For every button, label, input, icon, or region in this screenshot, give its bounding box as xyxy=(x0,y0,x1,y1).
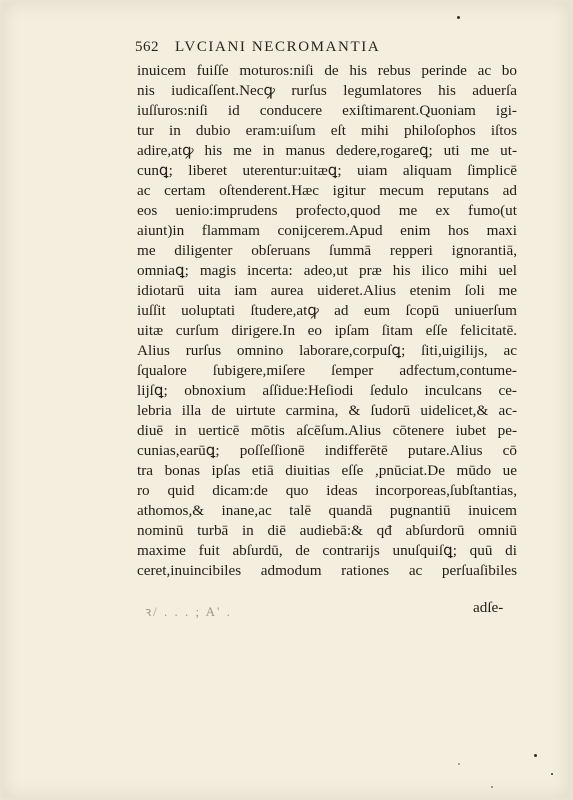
ink-speck xyxy=(458,763,460,765)
text-line: idiotarū uita iam aurea uideret.Alius etenim ſoli me xyxy=(137,282,517,299)
ink-speck xyxy=(534,754,537,757)
ink-speck xyxy=(457,16,460,19)
text-line: cunꝗ; liberet uterentur:uitæꝗ; uiam aliquam ſimplicē xyxy=(137,162,517,179)
page-number: 562 xyxy=(135,39,159,55)
text-line: athomos,& inane,ac talē quandā pugnantiū inuicem xyxy=(137,502,517,519)
text-line: ſqualore ſubigere,miſere ſemper adfectum,contume- xyxy=(137,362,517,379)
text-line: eos uenio:imprudens profecto,quod me ex fumo(ut xyxy=(137,202,517,219)
text-line: tur in dubio eram:uiſum eſt mihi philoſophos iſtos xyxy=(137,122,517,139)
bleed-through-text: ꝛ/ . . . ; A' . xyxy=(145,604,232,619)
text-line: diuē in uerticē mōtis aſcēſum.Alius cōtenere iubet pe- xyxy=(137,422,517,439)
text-line: omniaꝗ; magis incerta: adeo,ut præ his ilico mihi uel xyxy=(137,262,517,279)
text-line: aiunt)in flammam conijcerem.Apud enim hos maxi xyxy=(137,222,517,239)
text-line: cunias,earūꝗ; poſſeſſionē indifferētē putare.Alius cō xyxy=(137,442,517,459)
text-line: nominū turbā in diē audiebā:& qđ abſurdorū omniū xyxy=(137,522,517,539)
text-line: me diligenter obſeruans ſummā repperi ignorantiā, xyxy=(137,242,517,259)
text-line: tra bonas ipſas etiā diuitias eſſe ,pnūciat.De mūdo ue xyxy=(137,462,517,479)
text-line: iuſſuros:niſi id conducere exiſtimarent.Quoniam igi- xyxy=(137,102,517,119)
ink-speck xyxy=(551,773,553,775)
text-line: nis iudicaſſent.Necꝙ rurſus legumlatores his aduerſa xyxy=(137,82,517,99)
text-line: lebria illa de uirtute carmina, & ſudorū uidelicet,& ac- xyxy=(137,402,517,419)
body-text xyxy=(137,61,517,581)
text-line: inuicem fuiſſe moturos:niſi de his rebus perinde ac bo xyxy=(137,62,517,79)
text-line: ac certam oſtenderent.Hæc igitur mecum reputans ad xyxy=(137,182,517,199)
book-page xyxy=(3,3,569,797)
catchword: adſe- xyxy=(473,599,504,616)
text-line: maxime fuit abſurdū, de contrarijs unuſquiſꝗ; quū di xyxy=(137,542,517,559)
text-line: lijſꝗ; obnoxium aſſidue:Heſiodi ſedulo inculcans ce- xyxy=(137,382,517,399)
text-line: ro quid dicam:de quo ideas incorporeas,ſubſtantias, xyxy=(137,482,517,499)
running-head xyxy=(135,39,380,56)
text-line: uitæ curſum dirigere.In eo ipſam ſitam eſſe felicitatē. xyxy=(137,322,517,339)
running-title: LVCIANI NECROMANTIA xyxy=(175,39,381,55)
ink-speck xyxy=(491,786,493,788)
text-line: ceret,inuincibiles admodum rationes ac perſuaſibiles xyxy=(137,562,517,579)
text-line: Alius rurſus omnino laborare,corpuſꝗ; ſiti,uigilijs, ac xyxy=(137,342,517,359)
text-line: iuſſit uoluptati ſtudere,atꝙ ad eum ſcopū uniuerſum xyxy=(137,302,517,319)
text-line: adire,atꝙ his me in manus dedere,rogareꝗ; uti me ut- xyxy=(137,142,517,159)
